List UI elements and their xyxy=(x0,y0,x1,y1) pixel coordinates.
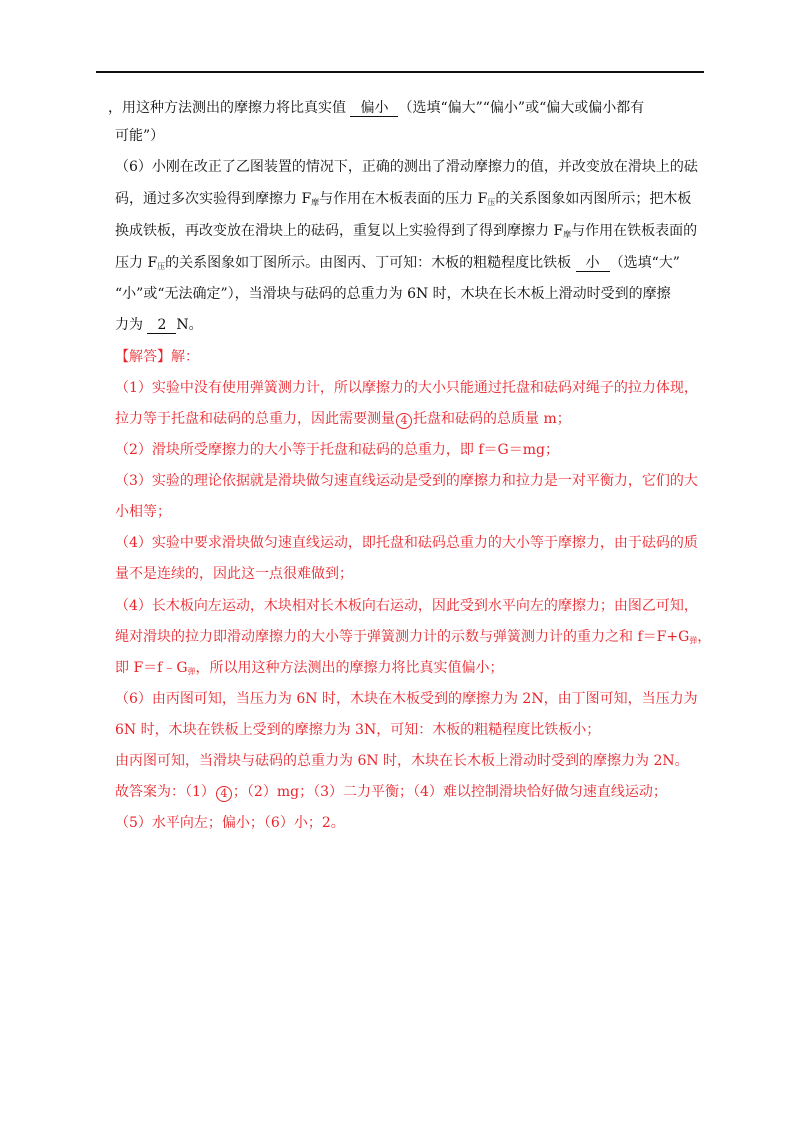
solution-line-1: （1）实验中没有使用弹簧测力计，所以摩擦力的大小只能通过托盘和砝码对绳子的拉力体现， xyxy=(115,380,698,396)
question-line-1: ，用这种方法测出的摩擦力将比真实值 偏小 （选填“偏大”“偏小”或“偏大或偏小都有 xyxy=(108,100,645,116)
question-line-8: 力为 2 N。 xyxy=(115,317,203,333)
question-line-5: 换成铁板，再改变放在滑块上的砝码，重复以上实验得到了得到摩擦力 $F_摩$与作用在铁板表面的 xyxy=(115,223,698,239)
solution-line-8: （4）长木板向左运动，木块相对长木板向右运动，因此受到水平向左的摩擦力；由图乙可知， xyxy=(115,598,698,614)
question-line-2: 可能”） xyxy=(115,128,165,144)
solution-line-4: （3）实验的理论依据就是滑块做匀速直线运动是受到的摩擦力和拉力是一对平衡力，它们的大 xyxy=(115,473,698,489)
solution-tag: 【解答】 xyxy=(115,349,171,365)
solution-line-12: 6N 时，木块在铁板上受到的摩擦力为 3N，可知：木板的粗糙程度比铁板小； xyxy=(115,722,601,738)
final-answer-line-2: （5）水平向左；偏小；（6）小；2。 xyxy=(115,815,345,831)
answer-blank-roughness: 小 xyxy=(576,255,610,272)
question-line-7: “小”或“无法确定”），当滑块与砝码的总重力为 6N 时，木块在长木板上滑动时受到的摩擦 xyxy=(115,286,671,302)
answer-blank-bias: 偏小 xyxy=(350,100,398,117)
answer-blank-friction: 2 xyxy=(147,317,176,334)
solution-line-11: （6）由丙图可知，当压力为 6N 时，木块在木板受到的摩擦力为 2N，由丁图可知，当压力为 xyxy=(115,691,698,707)
solution-line-5: 小相等； xyxy=(115,504,171,520)
circled-number: 4 xyxy=(396,413,412,429)
question-line-6: 压力 $F_压$的关系图象如丁图所示。由图丙、丁可知：木板的粗糙程度比铁板 小 （选填“大” xyxy=(115,255,680,271)
solution-line-6: （4）实验中要求滑块做匀速直线运动，即托盘和砝码总重力的大小等于摩擦力，由于砝码的质 xyxy=(115,535,698,551)
solution-line-9: 绳对滑块的拉力即滑动摩擦力的大小等于弹簧测力计的示数与弹簧测力计的重力之和 $f=F+G_弹$， xyxy=(115,629,712,645)
solution-line-7: 量不是连续的，因此这一点很难做到； xyxy=(115,566,353,582)
solution-line-13: 由丙图可知，当滑块与砝码的总重力为 6N 时，木块在长木板上滑动时受到的摩擦力为 2N。 xyxy=(115,753,689,769)
header-rule xyxy=(96,71,704,73)
question-line-4: 码，通过多次实验得到摩擦力 $F_摩$与作用在木板表面的压力 $F_压$的关系图象如丙图所示；把木板 xyxy=(115,191,692,207)
circled-number: 4 xyxy=(216,786,232,802)
solution-line-10: 即 $F=f﹣G_弹$，所以用这种方法测出的摩擦力将比真实值偏小； xyxy=(115,660,504,676)
question-line-3: （6）小刚在改正了乙图装置的情况下，正确的测出了滑动摩擦力的值，并改变放在滑块上的砝 xyxy=(115,159,698,175)
solution-heading: 【解答】解： xyxy=(115,349,199,365)
solution-line-2: 拉力等于托盘和砝码的总重力，因此需要测量 4 托盘和砝码的总质量 m； xyxy=(115,411,571,427)
solution-line-3: （2）滑块所受摩擦力的大小等于托盘和砝码的总重力，即 f＝G＝mg； xyxy=(115,442,559,458)
final-answer-line-1: 故答案为：（1） 4 ；（2）mg；（3）二力平衡；（4）难以控制滑块恰好做匀速直线运动； xyxy=(115,784,667,800)
